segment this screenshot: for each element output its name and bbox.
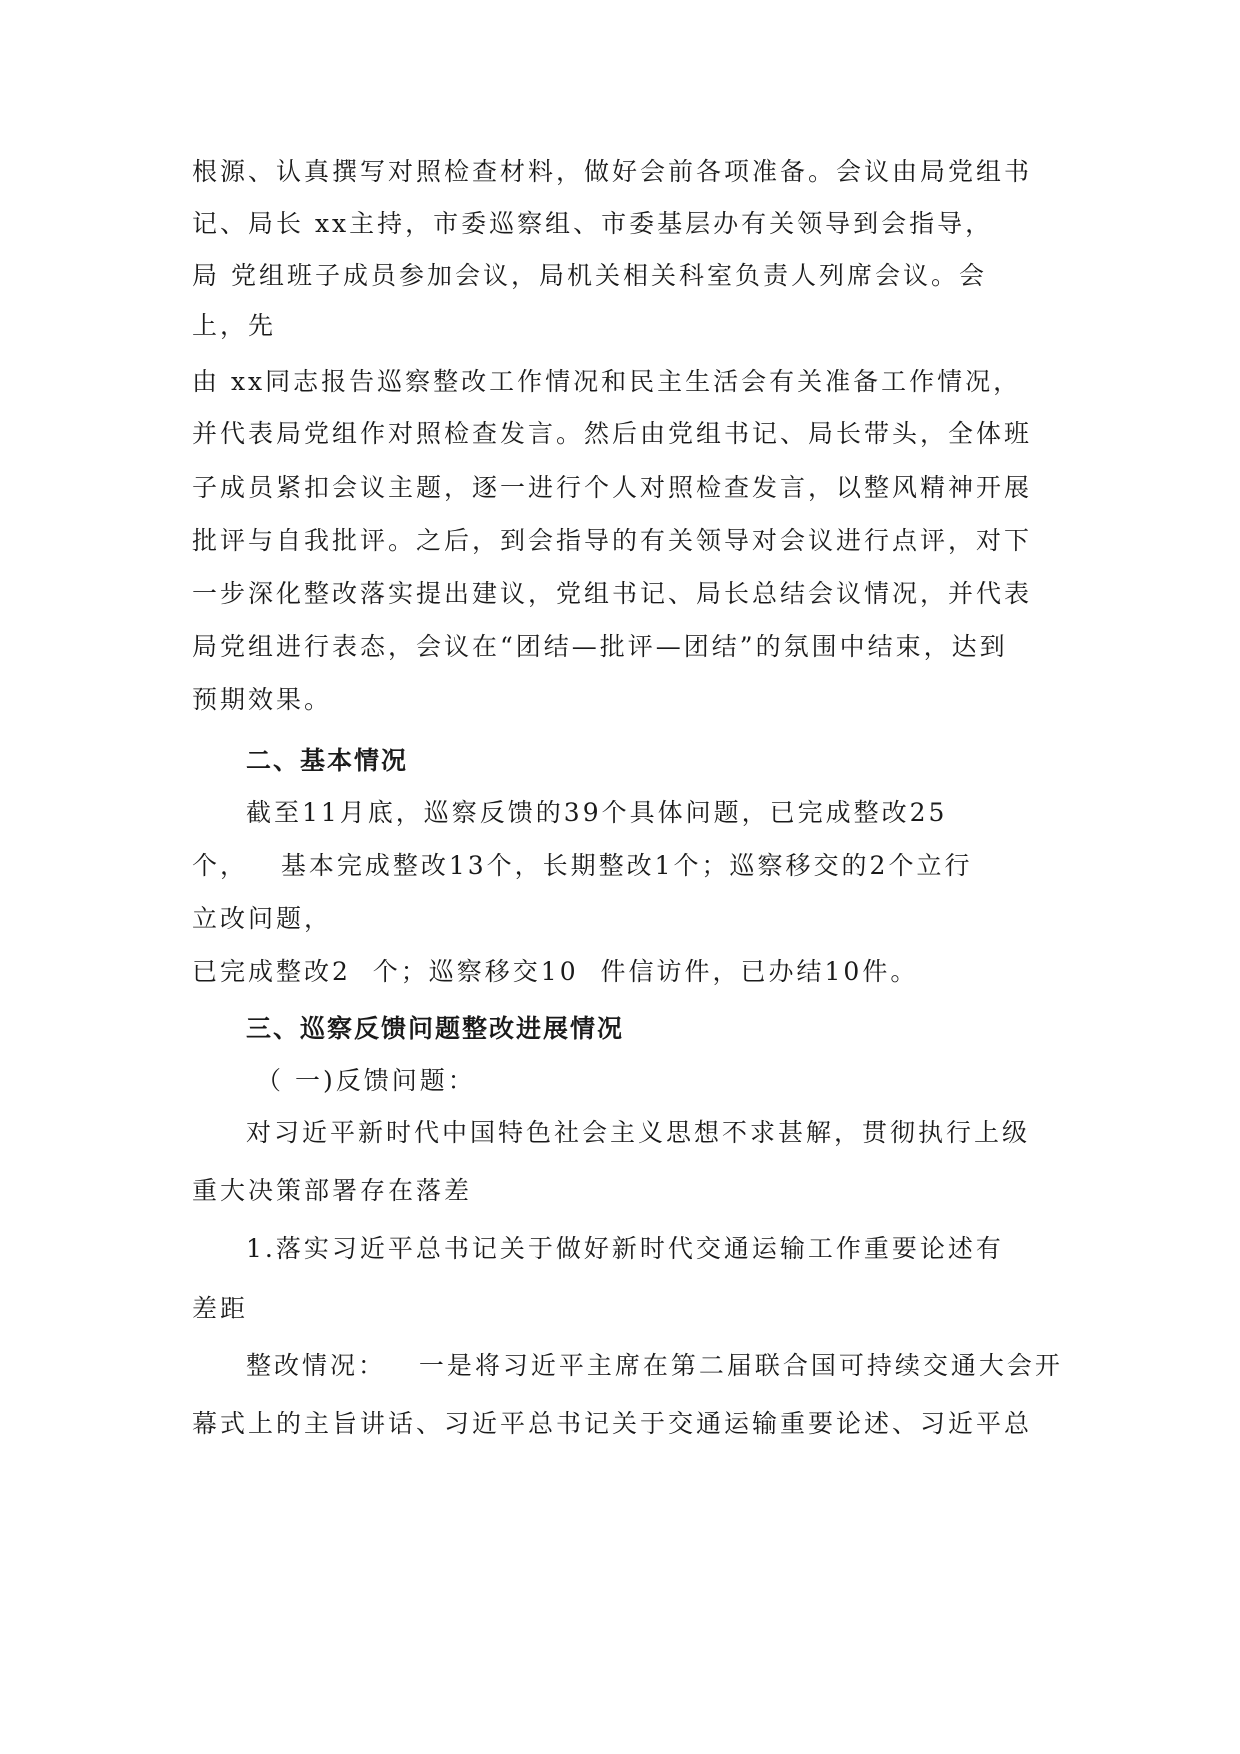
body-text-line: 差距	[192, 1294, 249, 1323]
body-text-line: 上，先	[192, 311, 277, 340]
subsection-heading: （ 一)反馈问题：	[256, 1066, 476, 1095]
body-text-line: 记、局长 xx主持，市委巡察组、市委基层办有关领导到会指导，	[192, 209, 994, 238]
body-text-line: 立改问题，	[192, 904, 333, 933]
section-heading-rectification-progress: 三、巡察反馈问题整改进展情况	[246, 1014, 625, 1043]
body-text-line: 预期效果。	[192, 685, 333, 714]
body-text-line: 由 xx同志报告巡察整改工作情况和民主生活会有关准备工作情况，	[192, 367, 1022, 396]
body-text-line: 局 党组班子成员参加会议，局机关相关科室负责人列席会议。会	[192, 261, 987, 290]
section-heading-basic-situation: 二、基本情况	[246, 746, 409, 775]
body-text-line: 个， 基本完成整改13个，长期整改1个；巡察移交的2个立行	[192, 851, 973, 880]
body-text-line: 批评与自我批评。之后，到会指导的有关领导对会议进行点评，对下	[192, 526, 1033, 555]
body-text-line: 根源、认真撰写对照检查材料，做好会前各项准备。会议由局党组书	[192, 157, 1033, 186]
body-text-line: 1.落实习近平总书记关于做好新时代交通运输工作重要论述有	[246, 1234, 1004, 1263]
body-text-line: 并代表局党组作对照检查发言。然后由党组书记、局长带头，全体班	[192, 419, 1033, 448]
body-text-line: 截至11月底，巡察反馈的39个具体问题，已完成整改25	[246, 798, 948, 827]
body-text-line: 一步深化整改落实提出建议，党组书记、局长总结会议情况，并代表	[192, 579, 1033, 608]
body-text-line: 已完成整改2 个；巡察移交10 件信访件，已办结10件。	[192, 957, 919, 986]
body-text-line: 子成员紧扣会议主题，逐一进行个人对照检查发言，以整风精神开展	[192, 473, 1033, 502]
body-text-line: 对习近平新时代中国特色社会主义思想不求甚解，贯彻执行上级	[246, 1118, 1031, 1147]
body-text-line: 整改情况： 一是将习近平主席在第二届联合国可持续交通大会开	[246, 1351, 1063, 1380]
body-text-line: 幕式上的主旨讲话、习近平总书记关于交通运输重要论述、习近平总	[192, 1409, 1033, 1438]
body-text-line: 重大决策部署存在落差	[192, 1176, 473, 1205]
body-text-line: 局党组进行表态，会议在“团结—批评—团结”的氛围中结束，达到	[192, 632, 1008, 661]
